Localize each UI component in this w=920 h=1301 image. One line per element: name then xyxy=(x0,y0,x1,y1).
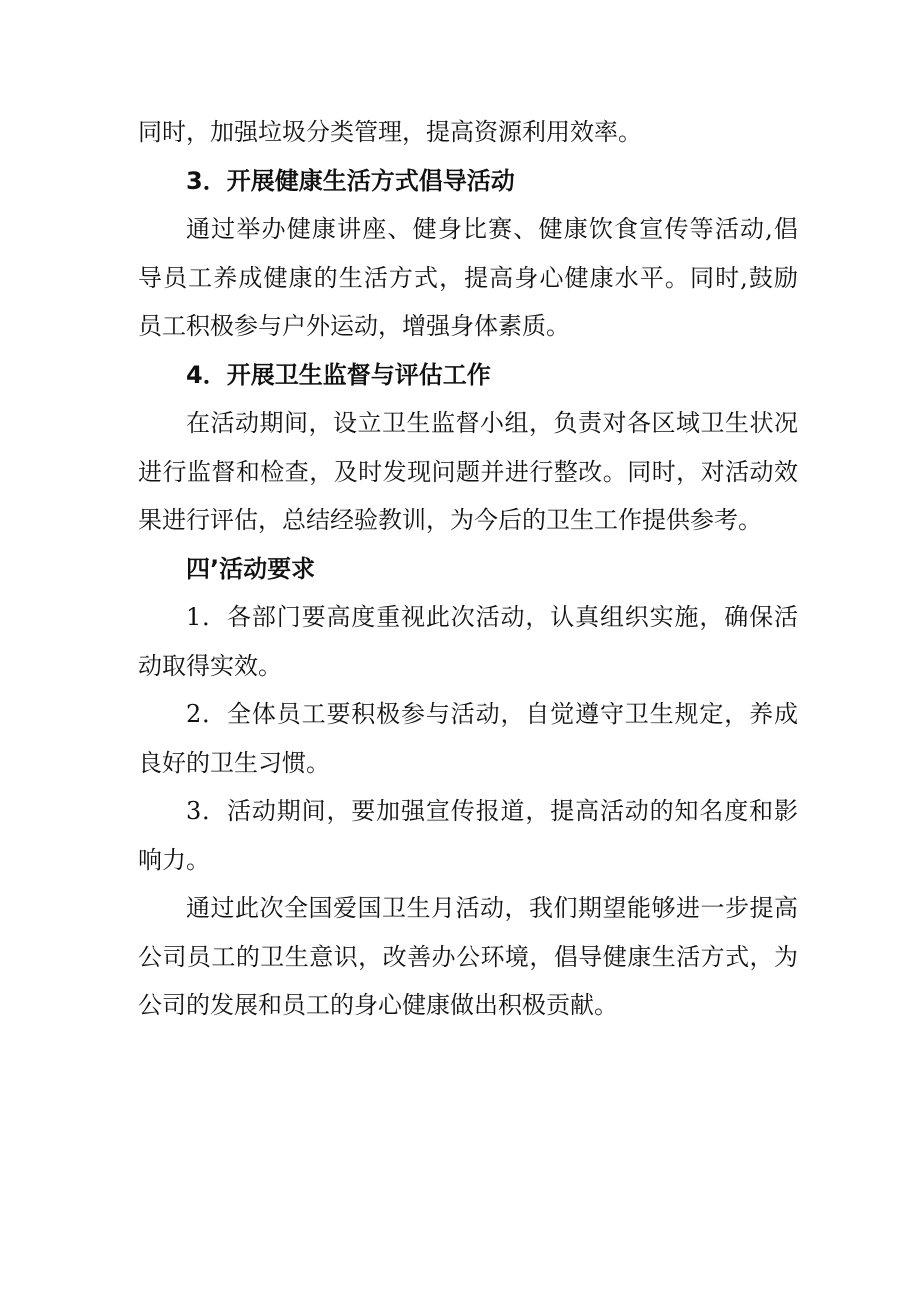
body-line: 良好的卫生习惯。 xyxy=(138,748,330,777)
section-heading: 四’活动要求 xyxy=(186,554,316,583)
body-line: 公司员工的卫生意识，改善办公环境，倡导健康生活方式，为 xyxy=(138,942,798,971)
body-line: 公司的发展和员工的身心健康做出积极贡献。 xyxy=(138,991,618,1019)
document-body xyxy=(138,108,798,1030)
body-line: 员工积极参与户外运动，增强身体素质。 xyxy=(138,312,570,340)
body-line: 在活动期间，设立卫生监督小组，负责对各区域卫生状况 xyxy=(186,409,798,437)
body-line: 1．各部门要高度重视此次活动，认真组织实施，确保活 xyxy=(186,603,798,631)
body-line: 同时，加强垃圾分类管理，提高资源利用效率。 xyxy=(138,118,642,146)
body-line: 动取得实效。 xyxy=(138,651,282,680)
section-heading: 3．开展健康生活方式倡导活动 xyxy=(186,166,515,195)
body-line: 通过此次全国爱国卫生月活动，我们期望能够进一步提高 xyxy=(186,894,798,922)
body-line: 响力。 xyxy=(138,845,210,874)
body-line: 导员工养成健康的生活方式，提高身心健康水平。同时,鼓励 xyxy=(138,263,798,292)
body-line: 果进行评估，总结经验教训，为今后的卫生工作提供参考。 xyxy=(138,506,762,534)
body-line: 3．活动期间，要加强宣传报道，提高活动的知名度和影 xyxy=(186,797,798,825)
body-line: 进行监督和检查，及时发现问题并进行整改。同时，对活动效 xyxy=(138,457,798,486)
section-heading: 4．开展卫生监督与评估工作 xyxy=(186,360,491,389)
body-line: 2．全体员工要积极参与活动，自觉遵守卫生规定，养成 xyxy=(186,700,798,728)
body-line: 通过举办健康讲座、健身比赛、健康饮食宣传等活动,倡 xyxy=(186,215,798,243)
